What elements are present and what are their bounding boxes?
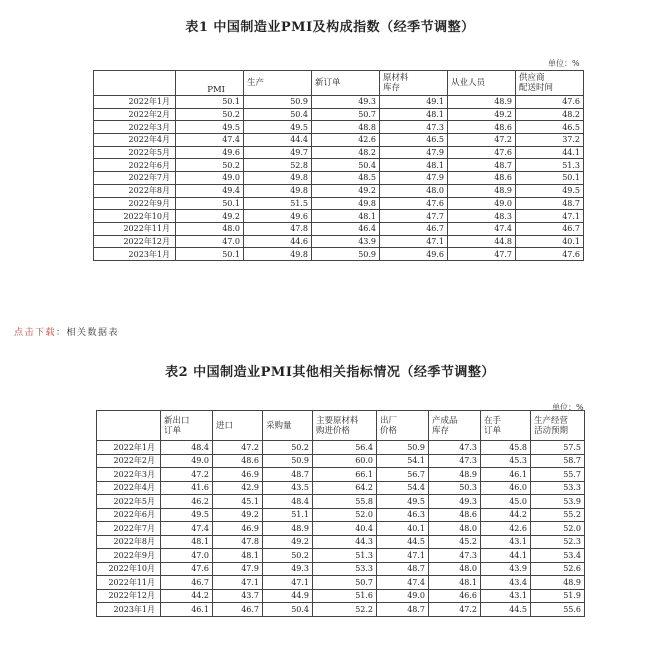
table1-cell: 47.9 (380, 172, 448, 185)
table2-cell: 48.7 (263, 468, 313, 482)
table2-cell: 44.3 (313, 535, 377, 549)
table1-cell: 47.7 (448, 248, 516, 261)
table1-cell: 50.4 (312, 159, 380, 172)
table2-cell: 49.3 (429, 495, 481, 509)
table2-cell: 64.2 (313, 481, 377, 495)
table1-row (94, 235, 584, 248)
table2-cell: 47.3 (429, 549, 481, 563)
table1-cell: 44.6 (244, 235, 312, 248)
table2-header-finished-goods: 产成品 库存 (429, 411, 481, 441)
table1-cell: 48.0 (176, 222, 244, 235)
table1-cell: 47.3 (380, 121, 448, 134)
table1-cell: 50.1 (516, 172, 584, 185)
table2-row (97, 589, 585, 603)
table1-cell: 49.6 (380, 248, 448, 261)
table1-cell: 47.6 (448, 146, 516, 159)
table2-cell: 53.3 (531, 481, 585, 495)
table1-cell: 50.1 (176, 197, 244, 210)
table2-cell: 50.2 (263, 441, 313, 455)
table2-cell: 46.3 (377, 508, 429, 522)
table1-cell: 48.1 (312, 210, 380, 223)
table2-cell: 45.0 (481, 495, 531, 509)
table2-cell: 47.6 (161, 562, 213, 576)
table1-cell: 48.2 (516, 108, 584, 121)
table1-cell: 48.7 (516, 197, 584, 210)
table2-cell: 47.8 (213, 535, 263, 549)
table2-cell: 49.0 (377, 589, 429, 603)
table1-cell: 50.9 (312, 248, 380, 261)
table1-row (94, 172, 584, 185)
table1-cell: 50.1 (176, 248, 244, 261)
table2-corner (97, 411, 161, 441)
table2-cell: 45.3 (481, 454, 531, 468)
table2-row-month: 2022年12月 (97, 589, 161, 603)
table1-cell: 49.4 (176, 184, 244, 197)
table1-cell: 43.9 (312, 235, 380, 248)
table1-header-delivery-time: 供应商 配送时间 (516, 71, 584, 96)
table1-cell: 48.5 (312, 172, 380, 185)
table1-cell: 49.2 (176, 210, 244, 223)
table1-cell: 46.7 (380, 222, 448, 235)
table1-row (94, 134, 584, 147)
table2-cell: 44.9 (263, 589, 313, 603)
table1-cell: 50.1 (176, 96, 244, 109)
table2-cell: 46.7 (161, 576, 213, 590)
table1-row (94, 146, 584, 159)
table1-cell: 48.1 (380, 159, 448, 172)
table2-cell: 45.2 (429, 535, 481, 549)
table2-cell: 47.3 (429, 441, 481, 455)
table1-header-pmi: PMI (176, 71, 244, 96)
table1-row-month: 2022年5月 (94, 146, 176, 159)
table1-cell: 49.0 (448, 197, 516, 210)
table1-cell: 37.2 (516, 134, 584, 147)
table2-cell: 46.1 (481, 468, 531, 482)
table1-cell: 49.1 (380, 96, 448, 109)
table2-cell: 47.0 (161, 549, 213, 563)
table2-cell: 46.6 (429, 589, 481, 603)
table1-row-month: 2022年8月 (94, 184, 176, 197)
table2-cell: 51.9 (531, 589, 585, 603)
table2-cell: 43.1 (481, 535, 531, 549)
table1-row (94, 210, 584, 223)
table1-cell: 44.1 (516, 146, 584, 159)
table2-row-month: 2022年2月 (97, 454, 161, 468)
table2-cell: 48.4 (263, 495, 313, 509)
table1-header-raw-materials: 原材料 库存 (380, 71, 448, 96)
table2-cell: 48.6 (213, 454, 263, 468)
table1-row-month: 2022年4月 (94, 134, 176, 147)
table1-cell: 48.8 (312, 121, 380, 134)
table2-row (97, 495, 585, 509)
table1-cell: 48.2 (312, 146, 380, 159)
table1-header-employment: 从业人员 (448, 71, 516, 96)
table2-row-month: 2022年11月 (97, 576, 161, 590)
table1-cell: 49.8 (312, 197, 380, 210)
table2-cell: 44.5 (377, 535, 429, 549)
table2-cell: 43.5 (263, 481, 313, 495)
table2-cell: 49.2 (263, 535, 313, 549)
table2-cell: 52.3 (531, 535, 585, 549)
table2-row-month: 2022年5月 (97, 495, 161, 509)
download-line (14, 325, 119, 338)
table1-cell: 47.6 (516, 96, 584, 109)
table2-row-month: 2022年8月 (97, 535, 161, 549)
table2-row (97, 481, 585, 495)
table2-cell: 44.5 (481, 603, 531, 617)
table2-cell: 50.9 (263, 454, 313, 468)
table1-cell: 48.9 (448, 184, 516, 197)
table2-cell: 45.8 (481, 441, 531, 455)
table2-row-month: 2022年4月 (97, 481, 161, 495)
table2-row (97, 549, 585, 563)
table1-row-month: 2022年10月 (94, 210, 176, 223)
table2-cell: 51.1 (263, 508, 313, 522)
table2-cell: 55.2 (531, 508, 585, 522)
table1-cell: 48.0 (380, 184, 448, 197)
table1-row-month: 2022年11月 (94, 222, 176, 235)
table2-cell: 47.2 (213, 441, 263, 455)
table2-cell: 50.7 (313, 576, 377, 590)
table1-row (94, 96, 584, 109)
table2-cell: 49.0 (161, 454, 213, 468)
table1-cell: 50.2 (176, 108, 244, 121)
table2-header-imports: 进口 (213, 411, 263, 441)
table1-header-new-orders: 新订单 (312, 71, 380, 96)
table1-cell: 44.4 (244, 134, 312, 147)
table1-cell: 48.9 (448, 96, 516, 109)
table1-cell: 47.8 (244, 222, 312, 235)
table2-row-month: 2022年3月 (97, 468, 161, 482)
table1-cell: 47.9 (380, 146, 448, 159)
table2-cell: 42.6 (481, 522, 531, 536)
table1-cell: 47.0 (176, 235, 244, 248)
table2-cell: 60.0 (313, 454, 377, 468)
table2-cell: 50.3 (429, 481, 481, 495)
table1-row-month: 2022年9月 (94, 197, 176, 210)
table1-cell: 49.3 (312, 96, 380, 109)
table2-cell: 51.6 (313, 589, 377, 603)
table2-cell: 47.9 (213, 562, 263, 576)
table2-header-purchase-volume: 采购量 (263, 411, 313, 441)
table1-cell: 47.1 (516, 210, 584, 223)
table1-row-month: 2022年1月 (94, 96, 176, 109)
table2-cell: 40.1 (377, 522, 429, 536)
table2-row (97, 535, 585, 549)
table1-cell: 49.8 (244, 248, 312, 261)
table2-cell: 49.3 (263, 562, 313, 576)
table1-cell: 46.4 (312, 222, 380, 235)
table2-cell: 48.1 (161, 535, 213, 549)
table2-cell: 47.1 (263, 576, 313, 590)
table2-cell: 49.5 (377, 495, 429, 509)
table2-cell: 53.9 (531, 495, 585, 509)
table2-unit: 单位：% (552, 403, 584, 412)
table2-cell: 56.4 (313, 441, 377, 455)
table2-cell: 49.2 (213, 508, 263, 522)
table2-cell: 46.1 (161, 603, 213, 617)
table1-row-month: 2022年6月 (94, 159, 176, 172)
table2-cell: 43.4 (481, 576, 531, 590)
table2-cell: 53.4 (531, 549, 585, 563)
table1-cell: 49.5 (244, 121, 312, 134)
table2-header-input-prices: 主要原材料 购进价格 (313, 411, 377, 441)
table1-cell: 50.9 (244, 96, 312, 109)
table1-cell: 50.7 (312, 108, 380, 121)
table2-cell: 46.9 (213, 522, 263, 536)
table1-header-production: 生产 (244, 71, 312, 96)
table1-row (94, 222, 584, 235)
table2-row-month: 2022年9月 (97, 549, 161, 563)
download-suffix: ：相关数据表 (56, 328, 120, 338)
table1-cell: 47.1 (380, 235, 448, 248)
table2-cell: 48.1 (429, 576, 481, 590)
table2-cell: 47.2 (161, 468, 213, 482)
table2-cell: 52.0 (531, 522, 585, 536)
table2-cell: 40.4 (313, 522, 377, 536)
table1-row (94, 184, 584, 197)
table2-cell: 48.7 (377, 603, 429, 617)
table2-row (97, 468, 585, 482)
table1-cell: 47.4 (448, 222, 516, 235)
table1-cell: 47.7 (380, 210, 448, 223)
table1-cell: 49.2 (448, 108, 516, 121)
table1-cell: 47.4 (176, 134, 244, 147)
table2-row (97, 576, 585, 590)
table1-cell: 49.0 (176, 172, 244, 185)
table2-row-month: 2022年10月 (97, 562, 161, 576)
table1-cell: 46.5 (380, 134, 448, 147)
table1-cell: 49.2 (312, 184, 380, 197)
table2-cell: 47.1 (213, 576, 263, 590)
table2 (96, 410, 585, 617)
table2-row (97, 562, 585, 576)
table2-row (97, 603, 585, 617)
table2-cell: 43.1 (481, 589, 531, 603)
table1-cell: 48.7 (448, 159, 516, 172)
table2-row (97, 522, 585, 536)
table1-cell: 44.8 (448, 235, 516, 248)
table2-row (97, 441, 585, 455)
table1-cell: 49.5 (516, 184, 584, 197)
table2-header-output-prices: 出厂 价格 (377, 411, 429, 441)
table2-cell: 48.9 (263, 522, 313, 536)
table2-cell: 47.2 (429, 603, 481, 617)
table2-cell: 48.7 (377, 562, 429, 576)
table1-cell: 49.8 (244, 172, 312, 185)
table1-cell: 48.6 (448, 121, 516, 134)
table1-cell: 47.2 (448, 134, 516, 147)
table2-cell: 55.7 (531, 468, 585, 482)
table2-cell: 52.2 (313, 603, 377, 617)
table1-row-month: 2022年7月 (94, 172, 176, 185)
table2-header-new-export-orders: 新出口 订单 (161, 411, 213, 441)
table1-cell: 49.7 (244, 146, 312, 159)
table2-cell: 48.1 (213, 549, 263, 563)
table2-cell: 45.1 (213, 495, 263, 509)
table1-cell: 50.2 (176, 159, 244, 172)
table2-header-backlog-orders: 在手 订单 (481, 411, 531, 441)
table2-cell: 46.7 (213, 603, 263, 617)
table2-cell: 47.4 (161, 522, 213, 536)
table2-cell: 53.3 (313, 562, 377, 576)
table2-cell: 46.0 (481, 481, 531, 495)
table2-cell: 48.4 (161, 441, 213, 455)
table2-cell: 44.2 (481, 508, 531, 522)
table1-cell: 47.6 (380, 197, 448, 210)
table1-title: 表1 中国制造业PMI及构成指数（经季节调整） (185, 20, 475, 35)
table2-cell: 52.6 (531, 562, 585, 576)
table1-cell: 51.3 (516, 159, 584, 172)
table2-row (97, 508, 585, 522)
table1-row (94, 248, 584, 261)
table1-row-month: 2023年1月 (94, 248, 176, 261)
table1-cell: 48.6 (448, 172, 516, 185)
table1-corner (94, 71, 176, 96)
table2-cell: 55.8 (313, 495, 377, 509)
table2-row (97, 454, 585, 468)
table1 (93, 70, 584, 261)
table1-row-month: 2022年12月 (94, 235, 176, 248)
table2-cell: 48.6 (429, 508, 481, 522)
table2-cell: 49.5 (161, 508, 213, 522)
table1-cell: 50.4 (244, 108, 312, 121)
table2-cell: 54.4 (377, 481, 429, 495)
table2-row-month: 2023年1月 (97, 603, 161, 617)
table2-cell: 56.7 (377, 468, 429, 482)
table1-unit: 单位：% (548, 59, 580, 68)
table1-row (94, 159, 584, 172)
table2-cell: 48.0 (429, 522, 481, 536)
table2-cell: 48.9 (429, 468, 481, 482)
table2-cell: 42.9 (213, 481, 263, 495)
table2-cell: 43.9 (481, 562, 531, 576)
table1-cell: 48.3 (448, 210, 516, 223)
table2-cell: 50.4 (263, 603, 313, 617)
table2-cell: 46.2 (161, 495, 213, 509)
table1-cell: 46.5 (516, 121, 584, 134)
table2-cell: 46.9 (213, 468, 263, 482)
table2-cell: 54.1 (377, 454, 429, 468)
table1-row-month: 2022年2月 (94, 108, 176, 121)
table2-cell: 55.6 (531, 603, 585, 617)
table1-row (94, 121, 584, 134)
table2-title: 表2 中国制造业PMI其他相关指标情况（经季节调整） (165, 365, 495, 380)
table2-cell: 50.9 (377, 441, 429, 455)
table1-cell: 49.6 (176, 146, 244, 159)
table1-cell: 40.1 (516, 235, 584, 248)
table2-cell: 47.3 (429, 454, 481, 468)
table2-cell: 44.1 (481, 549, 531, 563)
table2-row-month: 2022年6月 (97, 508, 161, 522)
table2-cell: 48.0 (429, 562, 481, 576)
table1-row-month: 2022年3月 (94, 121, 176, 134)
table2-cell: 41.6 (161, 481, 213, 495)
table2-header-expectations: 生产经营 活动预期 (531, 411, 585, 441)
table1-cell: 52.8 (244, 159, 312, 172)
table2-cell: 66.1 (313, 468, 377, 482)
table2-cell: 47.4 (377, 576, 429, 590)
table2-cell: 50.2 (263, 549, 313, 563)
table2-cell: 48.9 (531, 576, 585, 590)
table2-cell: 51.3 (313, 549, 377, 563)
table2-cell: 47.1 (377, 549, 429, 563)
table1-cell: 42.6 (312, 134, 380, 147)
table1-cell: 46.7 (516, 222, 584, 235)
table2-cell: 58.7 (531, 454, 585, 468)
table1-cell: 48.1 (380, 108, 448, 121)
table1-cell: 49.8 (244, 184, 312, 197)
table1-cell: 49.6 (244, 210, 312, 223)
table1-row (94, 108, 584, 121)
table1-cell: 49.5 (176, 121, 244, 134)
table2-row-month: 2022年7月 (97, 522, 161, 536)
table2-row-month: 2022年1月 (97, 441, 161, 455)
table2-cell: 52.0 (313, 508, 377, 522)
table1-cell: 51.5 (244, 197, 312, 210)
table2-cell: 57.5 (531, 441, 585, 455)
download-link[interactable]: 点击下载 (14, 328, 57, 338)
table2-cell: 44.2 (161, 589, 213, 603)
table2-cell: 43.7 (213, 589, 263, 603)
table1-cell: 47.6 (516, 248, 584, 261)
table1-row (94, 197, 584, 210)
